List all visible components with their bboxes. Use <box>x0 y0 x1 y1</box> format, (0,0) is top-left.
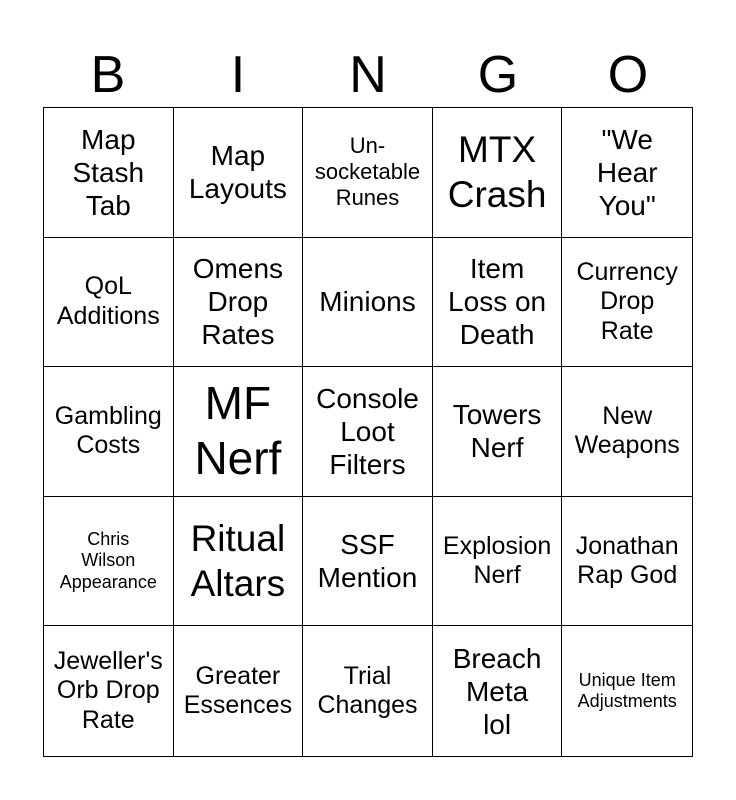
header-letter-n: N <box>349 46 387 104</box>
bingo-cell[interactable]: Ritual Altars <box>174 497 304 627</box>
bingo-cell[interactable]: Jeweller's Orb Drop Rate <box>44 626 174 756</box>
bingo-cell[interactable]: Omens Drop Rates <box>174 238 304 368</box>
bingo-cell[interactable]: QoL Additions <box>44 238 174 368</box>
bingo-cell[interactable]: New Weapons <box>562 367 692 497</box>
bingo-cell[interactable]: Unique Item Adjustments <box>577 669 677 712</box>
header-letter-g: G <box>477 46 519 104</box>
bingo-cell[interactable]: Map Layouts <box>174 108 304 238</box>
bingo-card-grid <box>43 107 693 757</box>
bingo-cell[interactable]: Currency Drop Rate <box>562 238 692 368</box>
bingo-cell[interactable]: Breach Meta lol <box>433 626 563 756</box>
bingo-cell[interactable]: SSF Mention <box>303 497 433 627</box>
header-letter-i: I <box>230 46 246 104</box>
header-letter-b: B <box>90 46 126 104</box>
bingo-cell[interactable]: Un- socketable Runes <box>303 108 433 238</box>
bingo-cell[interactable]: Greater Essences <box>174 626 304 756</box>
bingo-cell[interactable]: Chris Wilson Appearance <box>44 497 174 627</box>
bingo-cell[interactable]: Gambling Costs <box>44 367 174 497</box>
bingo-cell[interactable]: Item Loss on Death <box>433 238 563 368</box>
bingo-cell[interactable]: Jonathan Rap God <box>562 497 692 627</box>
bingo-cell[interactable]: Explosion Nerf <box>433 497 563 627</box>
bingo-cell[interactable]: Trial Changes <box>303 626 433 756</box>
bingo-cell[interactable]: "We Hear You" <box>562 108 692 238</box>
bingo-cell[interactable]: Map Stash Tab <box>44 108 174 238</box>
bingo-cell[interactable]: MF Nerf <box>174 367 304 497</box>
header-letter-o: O <box>607 46 649 104</box>
bingo-cell[interactable]: MTX Crash <box>433 108 563 238</box>
bingo-header <box>43 40 693 110</box>
bingo-cell[interactable]: Towers Nerf <box>433 367 563 497</box>
bingo-cell[interactable]: Minions <box>303 238 433 368</box>
bingo-cell[interactable]: Console Loot Filters <box>303 367 433 497</box>
